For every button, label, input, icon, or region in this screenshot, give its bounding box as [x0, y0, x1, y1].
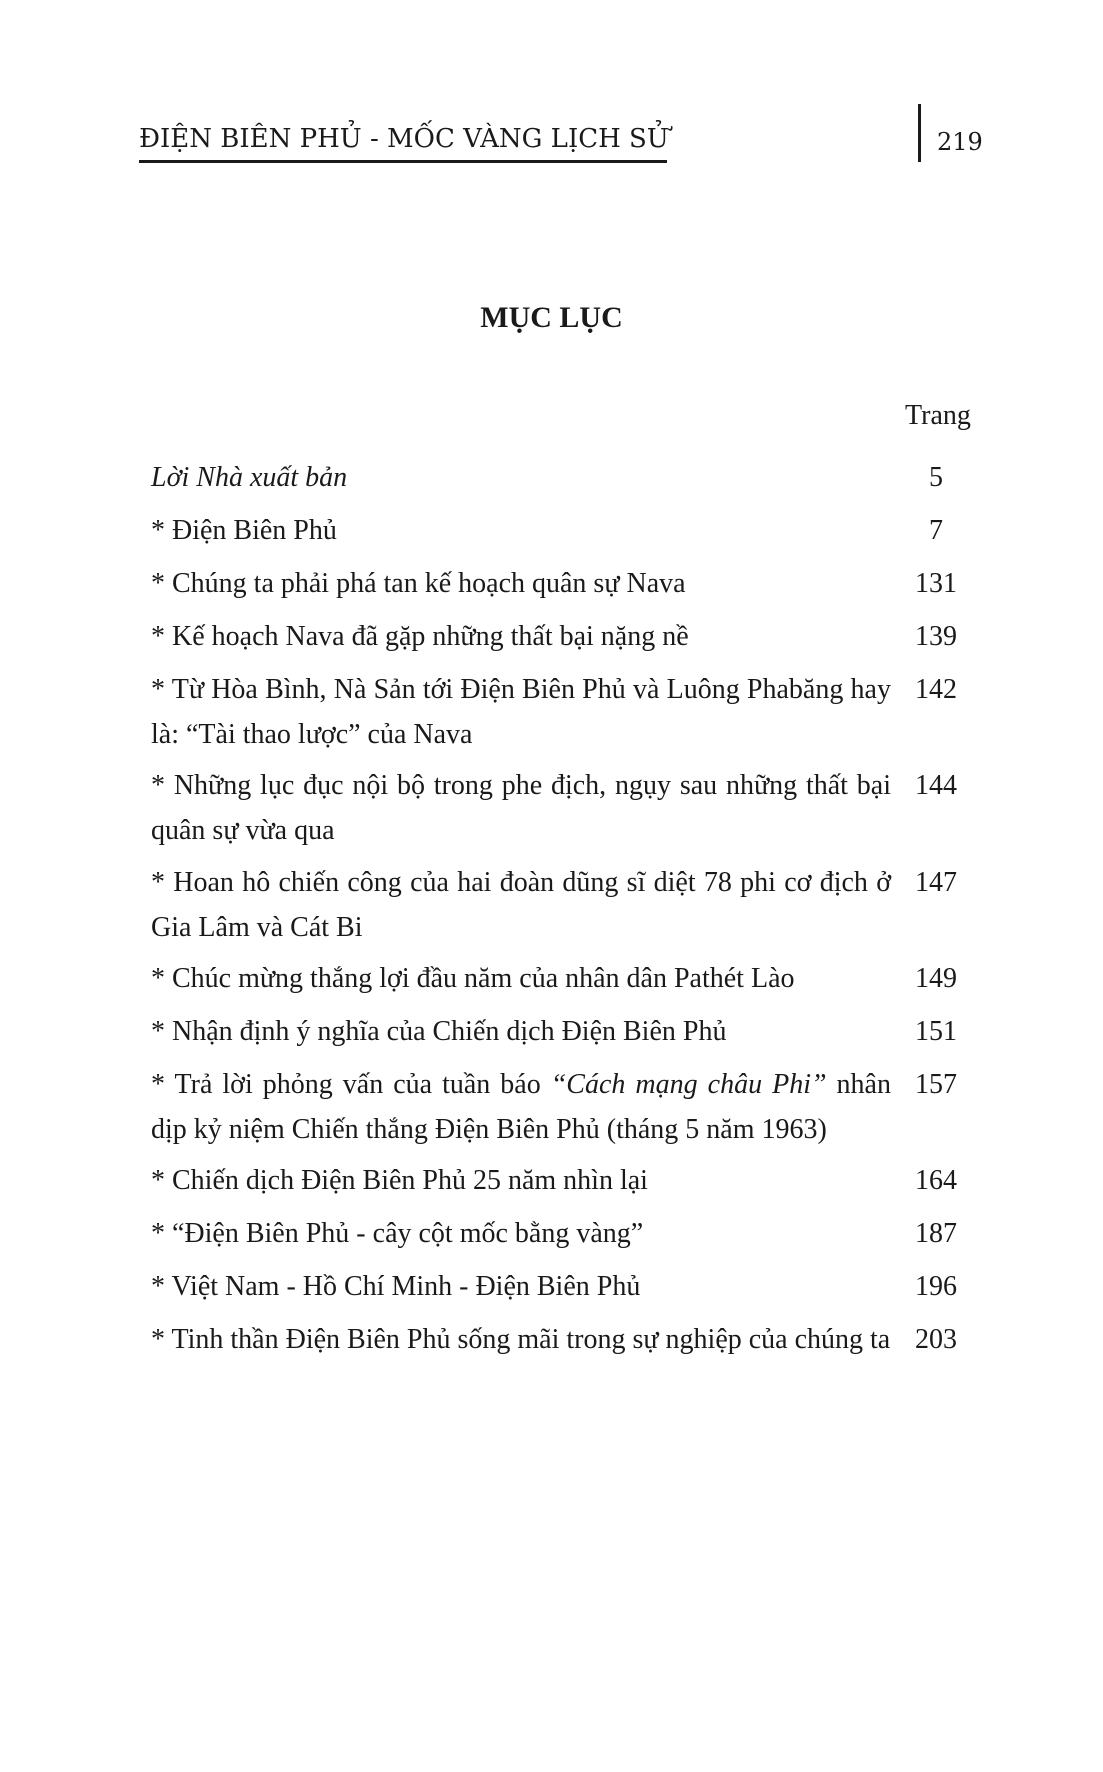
toc-entry [151, 1317, 971, 1362]
toc-entry-page: 144 [915, 770, 957, 801]
toc-entry-title: * Chúc mừng thắng lợi đầu năm của nhân dân Pathét Lào [151, 963, 795, 994]
toc-entry [151, 860, 971, 950]
toc-entry-page: 131 [915, 568, 957, 599]
toc-entry-title: * Chúng ta phải phá tan kế hoạch quân sự Nava [151, 568, 686, 599]
toc-entry [151, 561, 971, 606]
toc-entry [151, 1211, 971, 1256]
toc-entry-title [151, 1062, 891, 1152]
toc-entry [151, 1062, 971, 1152]
toc-entry-page: 187 [915, 1218, 957, 1249]
page-number: 219 [937, 128, 983, 156]
toc-entry-page: 196 [915, 1271, 957, 1302]
toc-entry-title-part: nhân dịp kỷ niệm Chiến thắng Điện Biên Phủ (tháng 5 năm 1963) [151, 1069, 891, 1145]
toc-entry-title: * Kế hoạch Nava đã gặp những thất bại nặng nề [151, 621, 689, 652]
toc-entry-page: 157 [915, 1069, 957, 1100]
toc-page-column-header: Trang [905, 400, 971, 431]
toc-entry-title: * Tinh thần Điện Biên Phủ sống mãi trong sự nghiệp của chúng ta [151, 1324, 891, 1355]
toc-entry-title-italic: “Cách mạng châu Phi” [550, 1069, 827, 1100]
toc-entry [151, 1264, 971, 1309]
toc-entry-page: 139 [915, 621, 957, 652]
toc-entry [151, 667, 971, 757]
toc-entry-title: * Những lục đục nội bộ trong phe địch, ngụy sau những thất bại quân sự vừa qua [151, 770, 891, 846]
toc-entry-page: 147 [915, 867, 957, 898]
toc-entry-page: 164 [915, 1165, 957, 1196]
toc-entry [151, 508, 971, 553]
toc-entry-page: 151 [915, 1016, 957, 1047]
toc-entry-title: * Việt Nam - Hồ Chí Minh - Điện Biên Phủ [151, 1271, 641, 1302]
toc-entry [151, 1009, 971, 1054]
toc-entry-title: * Điện Biên Phủ [151, 515, 337, 546]
toc-entry [151, 1158, 971, 1203]
toc-entry-page: 149 [915, 963, 957, 994]
toc-entry [151, 763, 971, 853]
toc-entry-title: * Chiến dịch Điện Biên Phủ 25 năm nhìn lại [151, 1165, 648, 1196]
header-underline [139, 160, 667, 163]
running-header-title: ĐIỆN BIÊN PHỦ - MỐC VÀNG LỊCH SỬ [139, 124, 669, 154]
toc-entry-title-part: * Trả lời phỏng vấn của tuần báo [151, 1069, 551, 1100]
toc-entry-page: 203 [915, 1324, 957, 1355]
toc-entry-title: * “Điện Biên Phủ - cây cột mốc bằng vàng” [151, 1218, 644, 1249]
toc-entry-title: * Từ Hòa Bình, Nà Sản tới Điện Biên Phủ và Luông Phabăng hay là: “Tài thao lược” của Nava [151, 674, 891, 750]
toc-entry-title: * Nhận định ý nghĩa của Chiến dịch Điện Biên Phủ [151, 1016, 727, 1047]
toc-entry-page: 7 [929, 515, 943, 546]
toc-entry-title: * Hoan hô chiến công của hai đoàn dũng sĩ diệt 78 phi cơ địch ở Gia Lâm và Cát Bi [151, 867, 891, 943]
toc-entry-title: Lời Nhà xuất bản [151, 462, 348, 493]
toc-title: MỤC LỤC [480, 301, 623, 334]
toc-entry [151, 956, 971, 1001]
toc-entry [151, 455, 971, 500]
toc-entry [151, 614, 971, 659]
toc-entry-page: 142 [915, 674, 957, 705]
header-vertical-divider [918, 104, 921, 162]
toc-entry-page: 5 [929, 462, 943, 493]
